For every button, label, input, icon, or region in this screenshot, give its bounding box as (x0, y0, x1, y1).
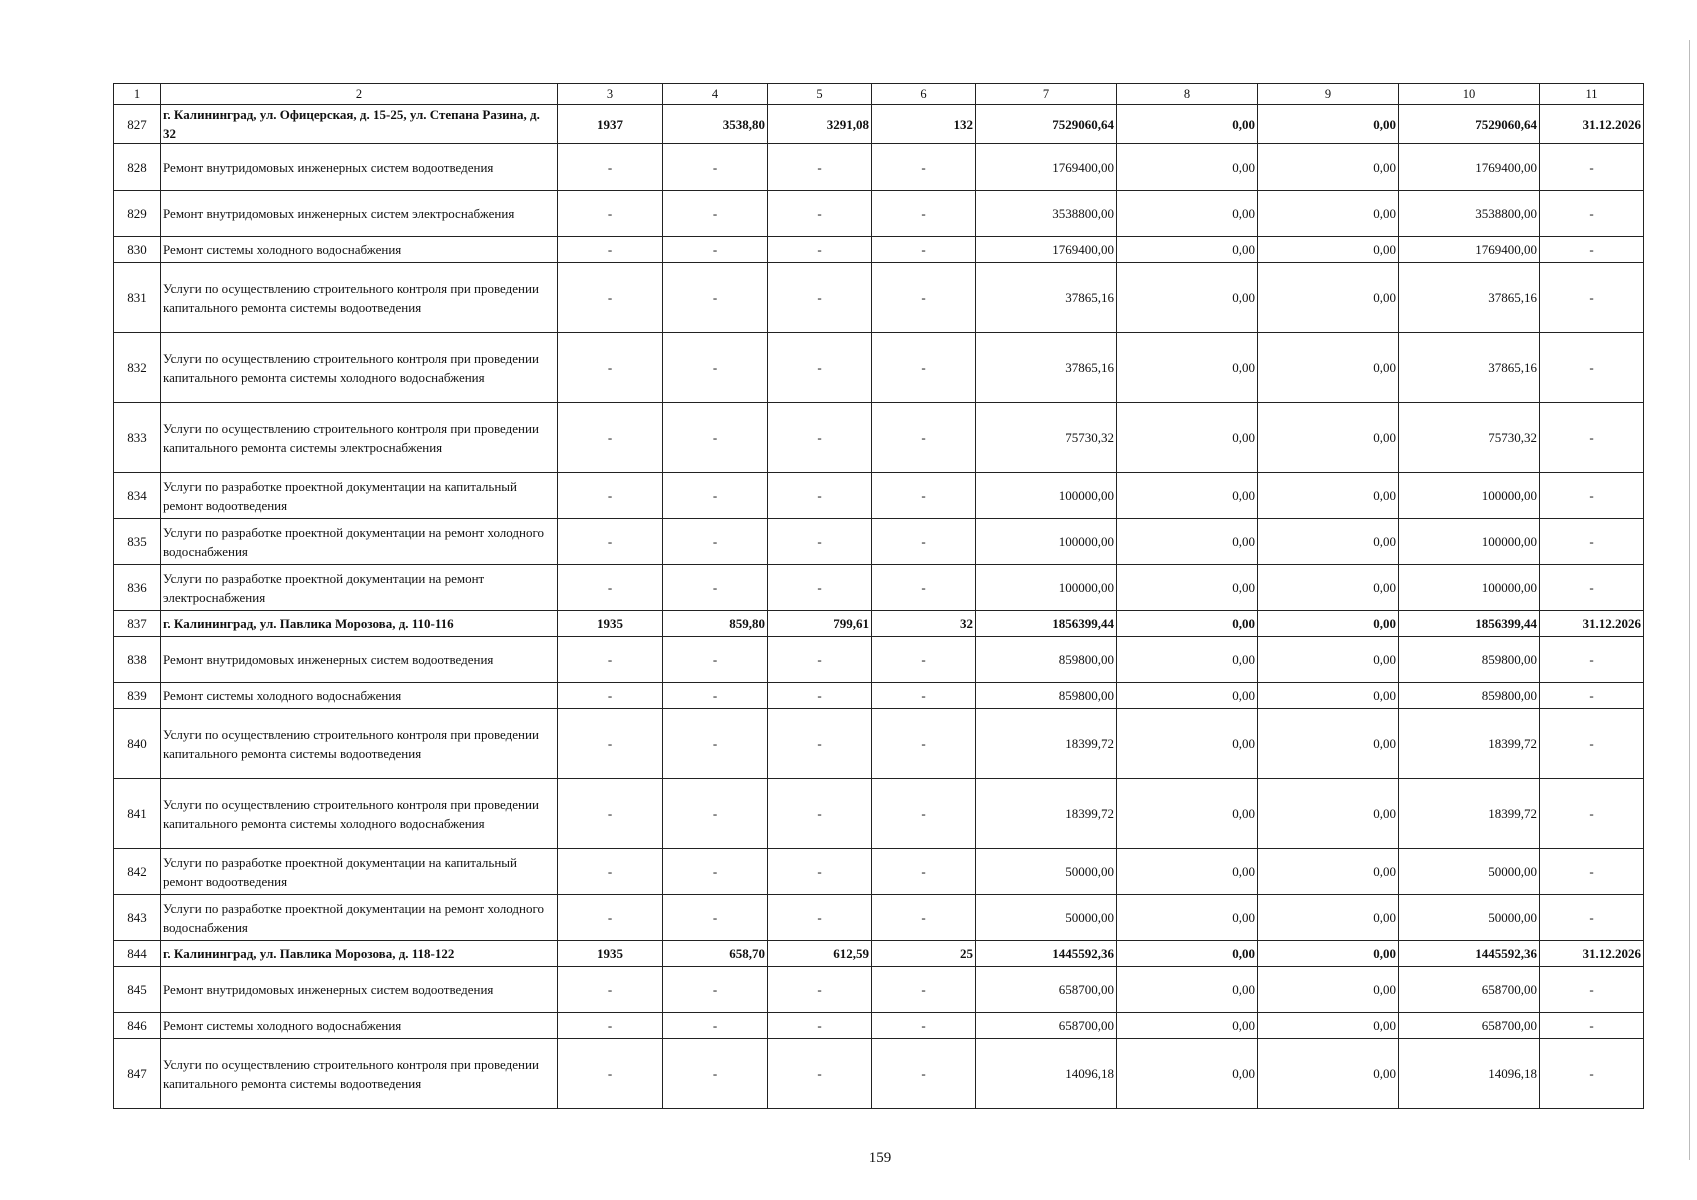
completion-date-cell: - (1540, 895, 1644, 941)
row-number-cell: 842 (114, 849, 161, 895)
regional-cost-cell: 14096,18 (1399, 1039, 1540, 1109)
total-cost-cell: 100000,00 (976, 519, 1117, 565)
total-cost-cell: 1769400,00 (976, 144, 1117, 191)
completion-date-cell: - (1540, 263, 1644, 333)
year-built-cell: - (558, 1013, 663, 1039)
owners-cost-cell: 0,00 (1258, 611, 1399, 637)
year-built-cell: - (558, 473, 663, 519)
residents-count-cell: - (872, 1013, 976, 1039)
work-item-row (114, 403, 1644, 473)
year-built-cell: - (558, 403, 663, 473)
residents-count-cell: - (872, 779, 976, 849)
work-item-row (114, 849, 1644, 895)
fund-cost-cell: 0,00 (1117, 565, 1258, 611)
total-area-cell: - (663, 709, 768, 779)
work-description-cell: Услуги по разработке проектной документации на капитальный ремонт водоотведения (161, 473, 558, 519)
completion-date-cell: 31.12.2026 (1540, 105, 1644, 144)
work-description-cell: Услуги по разработке проектной документации на ремонт холодного водоснабжения (161, 895, 558, 941)
total-cost-cell: 75730,32 (976, 403, 1117, 473)
fund-cost-cell: 0,00 (1117, 637, 1258, 683)
owners-cost-cell: 0,00 (1258, 709, 1399, 779)
living-area-cell: - (768, 1039, 872, 1109)
residents-count-cell: - (872, 683, 976, 709)
residents-count-cell: - (872, 1039, 976, 1109)
work-description-cell: Ремонт системы холодного водоснабжения (161, 683, 558, 709)
owners-cost-cell: 0,00 (1258, 191, 1399, 237)
regional-cost-cell: 859800,00 (1399, 683, 1540, 709)
owners-cost-cell: 0,00 (1258, 105, 1399, 144)
residents-count-cell: - (872, 237, 976, 263)
work-description-cell: Услуги по осуществлению строительного контроля при проведении капитального ремонта системы электроснабжения (161, 403, 558, 473)
living-area-cell: 799,61 (768, 611, 872, 637)
fund-cost-cell: 0,00 (1117, 709, 1258, 779)
row-number-cell: 833 (114, 403, 161, 473)
work-description-cell: Услуги по осуществлению строительного контроля при проведении капитального ремонта системы водоотведения (161, 709, 558, 779)
fund-cost-cell: 0,00 (1117, 237, 1258, 263)
owners-cost-cell: 0,00 (1258, 941, 1399, 967)
total-area-cell: - (663, 637, 768, 683)
owners-cost-cell: 0,00 (1258, 237, 1399, 263)
work-item-row (114, 473, 1644, 519)
row-number-cell: 838 (114, 637, 161, 683)
regional-cost-cell: 1769400,00 (1399, 237, 1540, 263)
regional-cost-cell: 75730,32 (1399, 403, 1540, 473)
row-number-cell: 829 (114, 191, 161, 237)
total-area-cell: - (663, 895, 768, 941)
regional-cost-cell: 100000,00 (1399, 519, 1540, 565)
fund-cost-cell: 0,00 (1117, 403, 1258, 473)
total-area-cell: - (663, 144, 768, 191)
owners-cost-cell: 0,00 (1258, 473, 1399, 519)
living-area-cell: - (768, 709, 872, 779)
work-description-cell: Ремонт внутридомовых инженерных систем водоотведения (161, 144, 558, 191)
fund-cost-cell: 0,00 (1117, 144, 1258, 191)
completion-date-cell: - (1540, 191, 1644, 237)
work-description-cell: Ремонт внутридомовых инженерных систем водоотведения (161, 637, 558, 683)
total-cost-cell: 100000,00 (976, 473, 1117, 519)
row-number-cell: 835 (114, 519, 161, 565)
completion-date-cell: - (1540, 237, 1644, 263)
work-item-row (114, 895, 1644, 941)
total-cost-cell: 658700,00 (976, 967, 1117, 1013)
owners-cost-cell: 0,00 (1258, 1039, 1399, 1109)
regional-cost-cell: 100000,00 (1399, 473, 1540, 519)
completion-date-cell: - (1540, 967, 1644, 1013)
regional-cost-cell: 18399,72 (1399, 709, 1540, 779)
regional-cost-cell: 1445592,36 (1399, 941, 1540, 967)
total-cost-cell: 7529060,64 (976, 105, 1117, 144)
fund-cost-cell: 0,00 (1117, 895, 1258, 941)
total-area-cell: - (663, 237, 768, 263)
living-area-cell: - (768, 895, 872, 941)
fund-cost-cell: 0,00 (1117, 519, 1258, 565)
total-cost-cell: 50000,00 (976, 849, 1117, 895)
owners-cost-cell: 0,00 (1258, 779, 1399, 849)
completion-date-cell: - (1540, 519, 1644, 565)
work-item-row (114, 237, 1644, 263)
address-row (114, 611, 1644, 637)
row-number-cell: 840 (114, 709, 161, 779)
work-description-cell: Услуги по осуществлению строительного контроля при проведении капитального ремонта системы холодного водоснабжения (161, 333, 558, 403)
living-area-cell: - (768, 237, 872, 263)
total-cost-cell: 1769400,00 (976, 237, 1117, 263)
completion-date-cell: - (1540, 849, 1644, 895)
header-cell-3: 3 (558, 84, 663, 105)
regional-cost-cell: 37865,16 (1399, 263, 1540, 333)
work-description-cell: Услуги по разработке проектной документации на ремонт электроснабжения (161, 565, 558, 611)
work-item-row (114, 144, 1644, 191)
owners-cost-cell: 0,00 (1258, 519, 1399, 565)
total-cost-cell: 14096,18 (976, 1039, 1117, 1109)
completion-date-cell: - (1540, 144, 1644, 191)
table-body (114, 84, 1644, 1109)
residents-count-cell: - (872, 637, 976, 683)
completion-date-cell: - (1540, 333, 1644, 403)
fund-cost-cell: 0,00 (1117, 473, 1258, 519)
year-built-cell: - (558, 967, 663, 1013)
fund-cost-cell: 0,00 (1117, 967, 1258, 1013)
work-description-cell: Услуги по разработке проектной документации на капитальный ремонт водоотведения (161, 849, 558, 895)
living-area-cell: - (768, 263, 872, 333)
total-area-cell: 658,70 (663, 941, 768, 967)
address-row (114, 105, 1644, 144)
completion-date-cell: - (1540, 403, 1644, 473)
living-area-cell: - (768, 144, 872, 191)
regional-cost-cell: 37865,16 (1399, 333, 1540, 403)
year-built-cell: - (558, 144, 663, 191)
header-cell-5: 5 (768, 84, 872, 105)
regional-cost-cell: 50000,00 (1399, 895, 1540, 941)
work-item-row (114, 333, 1644, 403)
owners-cost-cell: 0,00 (1258, 849, 1399, 895)
page-number: 159 (868, 1150, 892, 1166)
total-area-cell: - (663, 473, 768, 519)
work-item-row (114, 637, 1644, 683)
owners-cost-cell: 0,00 (1258, 403, 1399, 473)
owners-cost-cell: 0,00 (1258, 637, 1399, 683)
row-number-cell: 847 (114, 1039, 161, 1109)
year-built-cell: - (558, 637, 663, 683)
living-area-cell: - (768, 403, 872, 473)
year-built-cell: - (558, 333, 663, 403)
work-description-cell: Услуги по осуществлению строительного контроля при проведении капитального ремонта системы водоотведения (161, 1039, 558, 1109)
residents-count-cell: - (872, 565, 976, 611)
header-cell-10: 10 (1399, 84, 1540, 105)
work-description-cell: Ремонт системы холодного водоснабжения (161, 237, 558, 263)
total-area-cell: 859,80 (663, 611, 768, 637)
work-item-row (114, 779, 1644, 849)
regional-cost-cell: 100000,00 (1399, 565, 1540, 611)
total-cost-cell: 18399,72 (976, 779, 1117, 849)
regional-cost-cell: 1856399,44 (1399, 611, 1540, 637)
residents-count-cell: 25 (872, 941, 976, 967)
fund-cost-cell: 0,00 (1117, 1039, 1258, 1109)
total-area-cell: - (663, 191, 768, 237)
total-cost-cell: 18399,72 (976, 709, 1117, 779)
year-built-cell: - (558, 709, 663, 779)
fund-cost-cell: 0,00 (1117, 941, 1258, 967)
fund-cost-cell: 0,00 (1117, 611, 1258, 637)
total-area-cell: 3538,80 (663, 105, 768, 144)
work-item-row (114, 709, 1644, 779)
header-cell-7: 7 (976, 84, 1117, 105)
year-built-cell: - (558, 565, 663, 611)
year-built-cell: - (558, 263, 663, 333)
row-number-cell: 839 (114, 683, 161, 709)
year-built-cell: 1935 (558, 611, 663, 637)
total-area-cell: - (663, 1013, 768, 1039)
completion-date-cell: 31.12.2026 (1540, 611, 1644, 637)
work-description-cell: Услуги по осуществлению строительного контроля при проведении капитального ремонта системы холодного водоснабжения (161, 779, 558, 849)
total-cost-cell: 3538800,00 (976, 191, 1117, 237)
fund-cost-cell: 0,00 (1117, 779, 1258, 849)
work-description-cell: Услуги по разработке проектной документации на ремонт холодного водоснабжения (161, 519, 558, 565)
fund-cost-cell: 0,00 (1117, 333, 1258, 403)
residents-count-cell: - (872, 849, 976, 895)
header-cell-4: 4 (663, 84, 768, 105)
living-area-cell: - (768, 683, 872, 709)
living-area-cell: - (768, 565, 872, 611)
total-cost-cell: 37865,16 (976, 333, 1117, 403)
fund-cost-cell: 0,00 (1117, 191, 1258, 237)
residents-count-cell: - (872, 519, 976, 565)
row-number-cell: 837 (114, 611, 161, 637)
completion-date-cell: - (1540, 709, 1644, 779)
living-area-cell: 3291,08 (768, 105, 872, 144)
regional-cost-cell: 658700,00 (1399, 1013, 1540, 1039)
total-area-cell: - (663, 967, 768, 1013)
row-number-cell: 841 (114, 779, 161, 849)
work-description-cell: Ремонт внутридомовых инженерных систем водоотведения (161, 967, 558, 1013)
row-number-cell: 836 (114, 565, 161, 611)
completion-date-cell: - (1540, 473, 1644, 519)
residents-count-cell: - (872, 967, 976, 1013)
living-area-cell: - (768, 473, 872, 519)
year-built-cell: - (558, 849, 663, 895)
work-description-cell: г. Калининград, ул. Офицерская, д. 15-25, ул. Степана Разина, д. 32 (161, 105, 558, 144)
living-area-cell: - (768, 637, 872, 683)
work-description-cell: г. Калининград, ул. Павлика Морозова, д. 118-122 (161, 941, 558, 967)
scan-edge-line (1689, 40, 1690, 1160)
work-description-cell: Ремонт системы холодного водоснабжения (161, 1013, 558, 1039)
row-number-cell: 846 (114, 1013, 161, 1039)
year-built-cell: 1935 (558, 941, 663, 967)
year-built-cell: - (558, 191, 663, 237)
living-area-cell: - (768, 849, 872, 895)
year-built-cell: - (558, 895, 663, 941)
completion-date-cell: 31.12.2026 (1540, 941, 1644, 967)
residents-count-cell: - (872, 709, 976, 779)
work-item-row (114, 263, 1644, 333)
residents-count-cell: - (872, 263, 976, 333)
total-area-cell: - (663, 519, 768, 565)
row-number-cell: 827 (114, 105, 161, 144)
row-number-cell: 830 (114, 237, 161, 263)
header-cell-9: 9 (1258, 84, 1399, 105)
total-cost-cell: 50000,00 (976, 895, 1117, 941)
owners-cost-cell: 0,00 (1258, 683, 1399, 709)
address-row (114, 941, 1644, 967)
owners-cost-cell: 0,00 (1258, 263, 1399, 333)
work-item-row (114, 191, 1644, 237)
regional-cost-cell: 50000,00 (1399, 849, 1540, 895)
year-built-cell: - (558, 237, 663, 263)
total-area-cell: - (663, 565, 768, 611)
living-area-cell: - (768, 779, 872, 849)
work-item-row (114, 1013, 1644, 1039)
residents-count-cell: - (872, 144, 976, 191)
residents-count-cell: - (872, 333, 976, 403)
living-area-cell: - (768, 519, 872, 565)
living-area-cell: - (768, 1013, 872, 1039)
total-cost-cell: 1445592,36 (976, 941, 1117, 967)
owners-cost-cell: 0,00 (1258, 565, 1399, 611)
total-area-cell: - (663, 263, 768, 333)
row-number-cell: 843 (114, 895, 161, 941)
total-area-cell: - (663, 333, 768, 403)
year-built-cell: - (558, 683, 663, 709)
header-cell-1: 1 (114, 84, 161, 105)
row-number-cell: 828 (114, 144, 161, 191)
living-area-cell: 612,59 (768, 941, 872, 967)
work-description-cell: Услуги по осуществлению строительного контроля при проведении капитального ремонта системы водоотведения (161, 263, 558, 333)
owners-cost-cell: 0,00 (1258, 967, 1399, 1013)
owners-cost-cell: 0,00 (1258, 333, 1399, 403)
fund-cost-cell: 0,00 (1117, 105, 1258, 144)
total-cost-cell: 859800,00 (976, 683, 1117, 709)
residents-count-cell: - (872, 895, 976, 941)
work-item-row (114, 1039, 1644, 1109)
owners-cost-cell: 0,00 (1258, 144, 1399, 191)
capital-repair-table (113, 83, 1644, 1109)
regional-cost-cell: 18399,72 (1399, 779, 1540, 849)
residents-count-cell: - (872, 473, 976, 519)
regional-cost-cell: 859800,00 (1399, 637, 1540, 683)
work-item-row (114, 967, 1644, 1013)
header-cell-11: 11 (1540, 84, 1644, 105)
row-number-cell: 844 (114, 941, 161, 967)
work-item-row (114, 683, 1644, 709)
year-built-cell: 1937 (558, 105, 663, 144)
total-cost-cell: 658700,00 (976, 1013, 1117, 1039)
owners-cost-cell: 0,00 (1258, 895, 1399, 941)
regional-cost-cell: 7529060,64 (1399, 105, 1540, 144)
residents-count-cell: - (872, 191, 976, 237)
fund-cost-cell: 0,00 (1117, 849, 1258, 895)
total-area-cell: - (663, 683, 768, 709)
year-built-cell: - (558, 519, 663, 565)
work-description-cell: Ремонт внутридомовых инженерных систем электроснабжения (161, 191, 558, 237)
total-cost-cell: 37865,16 (976, 263, 1117, 333)
row-number-cell: 834 (114, 473, 161, 519)
total-area-cell: - (663, 1039, 768, 1109)
completion-date-cell: - (1540, 683, 1644, 709)
completion-date-cell: - (1540, 565, 1644, 611)
total-cost-cell: 1856399,44 (976, 611, 1117, 637)
row-number-cell: 831 (114, 263, 161, 333)
completion-date-cell: - (1540, 637, 1644, 683)
residents-count-cell: 132 (872, 105, 976, 144)
total-cost-cell: 859800,00 (976, 637, 1117, 683)
total-area-cell: - (663, 779, 768, 849)
row-number-cell: 845 (114, 967, 161, 1013)
total-area-cell: - (663, 849, 768, 895)
header-cell-2: 2 (161, 84, 558, 105)
row-number-cell: 832 (114, 333, 161, 403)
work-description-cell: г. Калининград, ул. Павлика Морозова, д. 110-116 (161, 611, 558, 637)
total-cost-cell: 100000,00 (976, 565, 1117, 611)
regional-cost-cell: 658700,00 (1399, 967, 1540, 1013)
work-item-row (114, 565, 1644, 611)
completion-date-cell: - (1540, 779, 1644, 849)
living-area-cell: - (768, 967, 872, 1013)
living-area-cell: - (768, 333, 872, 403)
work-item-row (114, 519, 1644, 565)
header-cell-8: 8 (1117, 84, 1258, 105)
year-built-cell: - (558, 779, 663, 849)
fund-cost-cell: 0,00 (1117, 683, 1258, 709)
owners-cost-cell: 0,00 (1258, 1013, 1399, 1039)
fund-cost-cell: 0,00 (1117, 1013, 1258, 1039)
total-area-cell: - (663, 403, 768, 473)
column-number-header (114, 84, 1644, 105)
residents-count-cell: 32 (872, 611, 976, 637)
regional-cost-cell: 3538800,00 (1399, 191, 1540, 237)
living-area-cell: - (768, 191, 872, 237)
header-cell-6: 6 (872, 84, 976, 105)
fund-cost-cell: 0,00 (1117, 263, 1258, 333)
completion-date-cell: - (1540, 1039, 1644, 1109)
year-built-cell: - (558, 1039, 663, 1109)
residents-count-cell: - (872, 403, 976, 473)
completion-date-cell: - (1540, 1013, 1644, 1039)
regional-cost-cell: 1769400,00 (1399, 144, 1540, 191)
